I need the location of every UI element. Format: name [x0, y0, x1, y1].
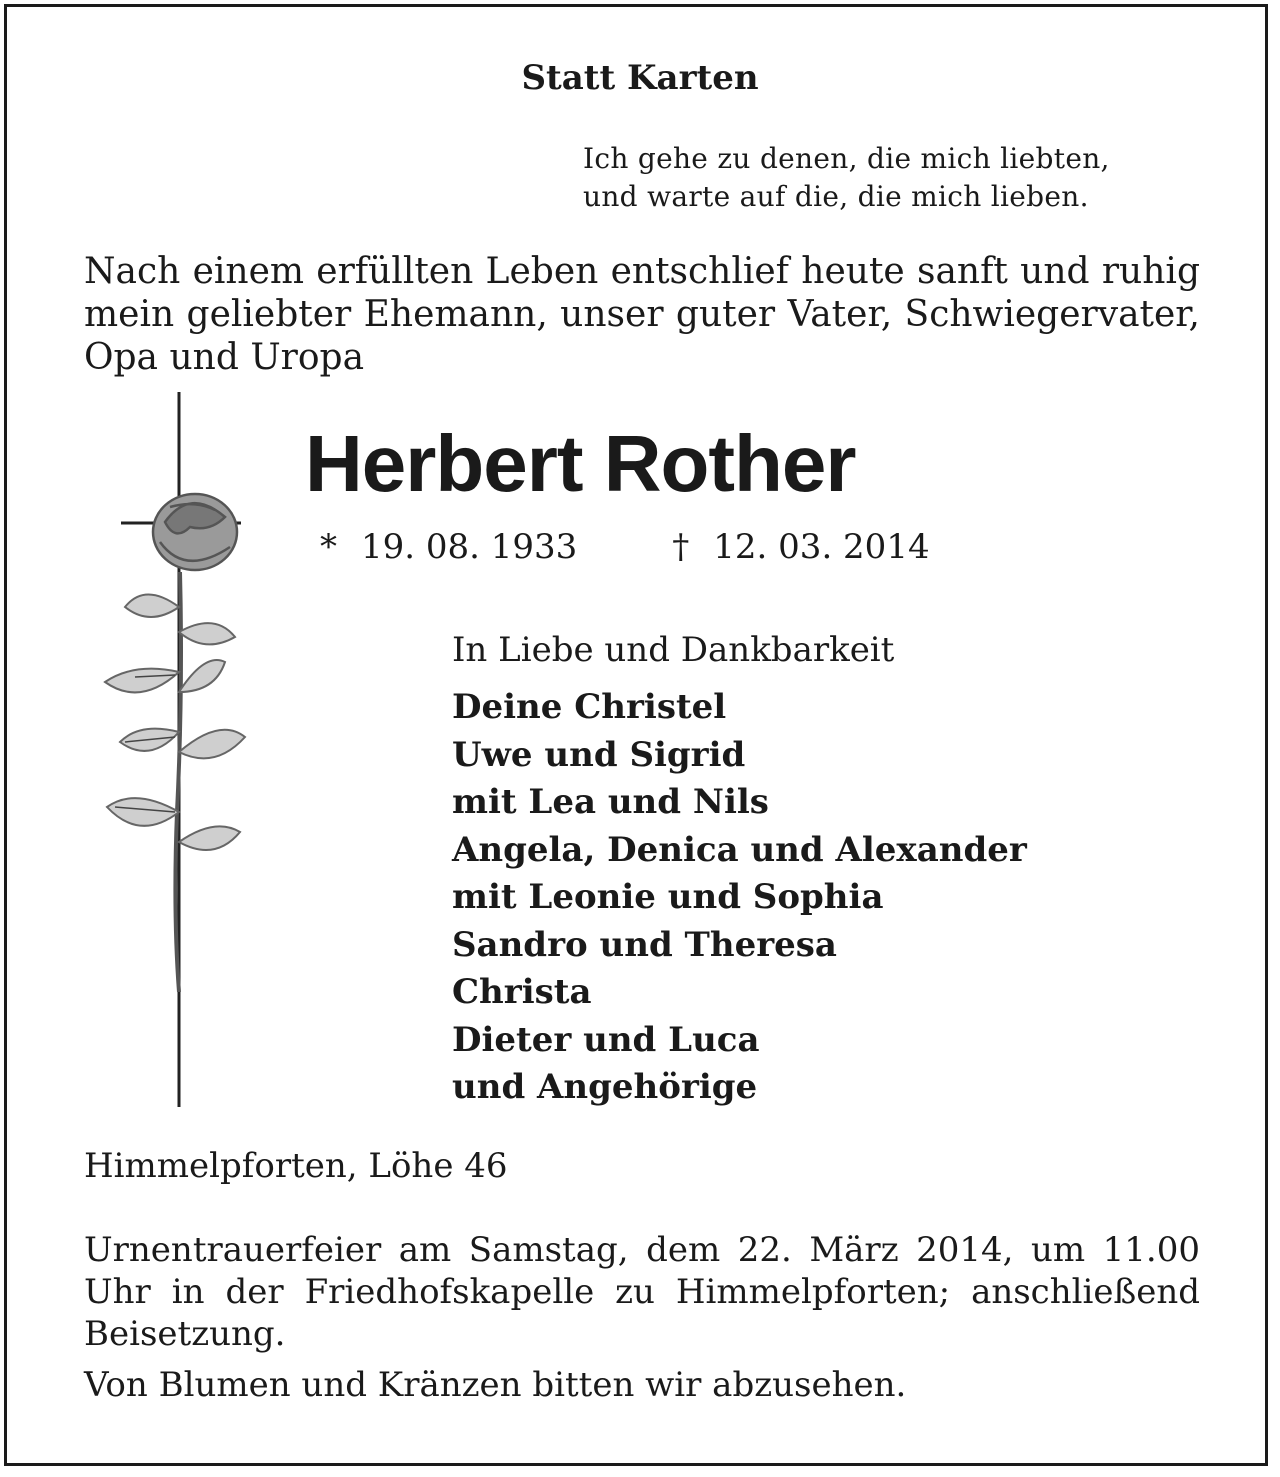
birth-symbol: *	[320, 527, 337, 567]
mourner-line: und Angehörige	[452, 1067, 758, 1107]
mourner-line: mit Lea und Nils	[452, 782, 769, 822]
deceased-name: Herbert Rother	[305, 419, 856, 508]
motto-line-1: Ich gehe zu denen, die mich liebten,	[583, 142, 1110, 175]
mourner-line: Sandro und Theresa	[452, 924, 837, 965]
header-statt-karten: Statt Karten	[521, 58, 759, 98]
mourner-line: Angela, Denica und Alexander	[452, 829, 1027, 870]
address-text: Himmelpforten, Löhe 46	[84, 1146, 508, 1186]
motto-line-2: und warte auf die, die mich lieben.	[583, 180, 1089, 213]
mourners-list	[452, 684, 1027, 1112]
cross-with-rose-icon	[95, 392, 255, 1112]
ceremony-text: Urnentrauerfeier am Samstag, dem 22. März 2014, um 11.00 Uhr in der Friedhofskapelle zu Himmelpforten; anschließend Beisetzung.	[84, 1230, 1200, 1354]
mourner-line: Uwe und Sigrid	[452, 734, 746, 775]
mourner-line: Christa	[452, 972, 592, 1012]
mourner-line: mit Leonie und Sophia	[452, 877, 884, 917]
motto-quote	[583, 140, 1110, 216]
dedication-text: In Liebe und Dankbarkeit	[452, 630, 895, 670]
birth-date: 19. 08. 1933	[361, 527, 578, 567]
mourner-line: Dieter und Luca	[452, 1019, 760, 1060]
death-symbol: †	[672, 527, 690, 567]
life-dates	[320, 527, 930, 567]
flowers-note: Von Blumen und Kränzen bitten wir abzusehen.	[84, 1365, 907, 1405]
intro-text: Nach einem erfüllten Leben entschlief heute sanft und ruhig mein geliebter Ehemann, unser guter Vater, Schwiegervater, Opa und Uropa	[84, 251, 1200, 378]
mourner-line: Deine Christel	[452, 687, 727, 727]
death-date: 12. 03. 2014	[713, 527, 930, 567]
